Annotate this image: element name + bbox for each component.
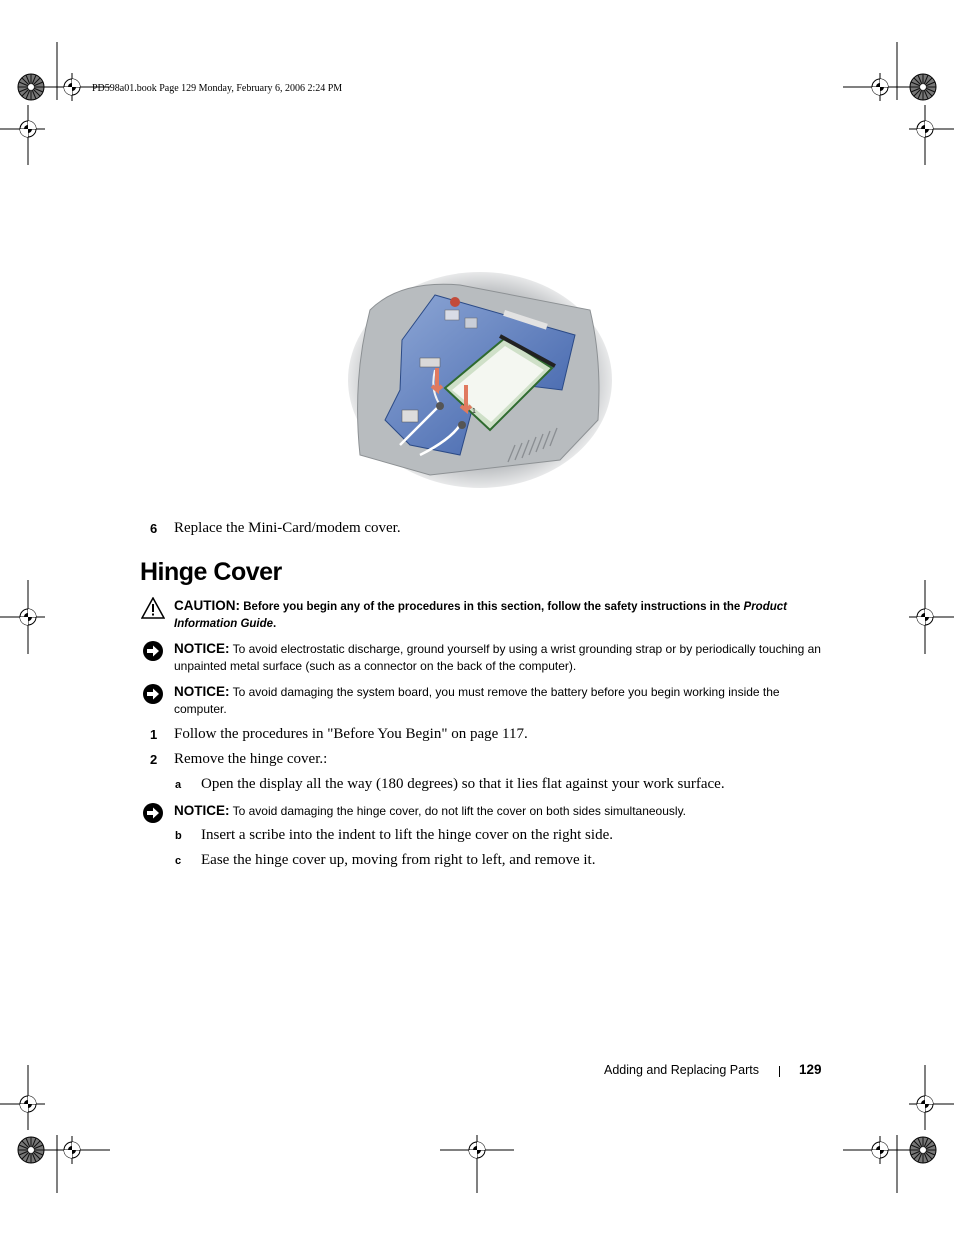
notice-text: To avoid electrostatic discharge, ground yourself by using a wrist grounding strap or by periodically touching an unpainted metal surface (such as a connector on the back of the computer). [174,642,821,673]
notice-text: To avoid damaging the system board, you must remove the battery before you begin working inside the computer. [174,685,780,716]
notice-hinge-body [174,802,824,820]
substep-letter: a [175,779,182,791]
footer-section-title: Adding and Replacing Parts [604,1063,759,1077]
notice-arrow-icon [141,802,165,824]
substep-text: Ease the hinge cover up, moving from right to left, and remove it. [201,852,596,868]
caution-triangle-icon [141,597,165,619]
substep-letter: b [175,830,182,842]
print-slug: PD598a01.book Page 129 Monday, February 6, 2006 2:24 PM [92,83,343,94]
step-text: Replace the Mini-Card/modem cover. [174,520,401,536]
step-number: 1 [150,727,158,742]
footer-divider [779,1066,780,1077]
step-text: Remove the hinge cover.: [174,751,328,767]
caution-guide-title: Product Information Guide [174,601,787,630]
notice-arrow-icon [141,640,165,662]
notice-arrow-icon [141,683,165,705]
figure-callout: 1 [472,408,476,415]
step-number: 2 [150,752,158,767]
page-number: 129 [799,1062,822,1077]
step-number: 6 [150,521,158,536]
caution-end: . [273,618,277,630]
substep-letter: c [175,855,182,867]
section-heading: Hinge Cover [140,558,282,586]
caution-label: CAUTION: [174,598,240,613]
substep-text: Open the display all the way (180 degrees) so that it lies flat against your work surface. [201,776,725,792]
notice-label: NOTICE: [174,684,230,699]
substep-text: Insert a scribe into the indent to lift the hinge cover on the right side. [201,827,613,843]
notice-label: NOTICE: [174,803,230,818]
step-text: Follow the procedures in "Before You Begin" on page 117. [174,726,528,742]
notice-battery-body [174,683,824,718]
notice-text: To avoid damaging the hinge cover, do not lift the cover on both sides simultaneously. [232,804,687,818]
caution-text: Before you begin any of the procedures in this section, follow the safety instructions in the [243,601,744,613]
minicard-illustration [340,240,618,515]
notice-esd-body [174,640,824,675]
notice-label: NOTICE: [174,641,230,656]
caution-body [174,597,824,633]
